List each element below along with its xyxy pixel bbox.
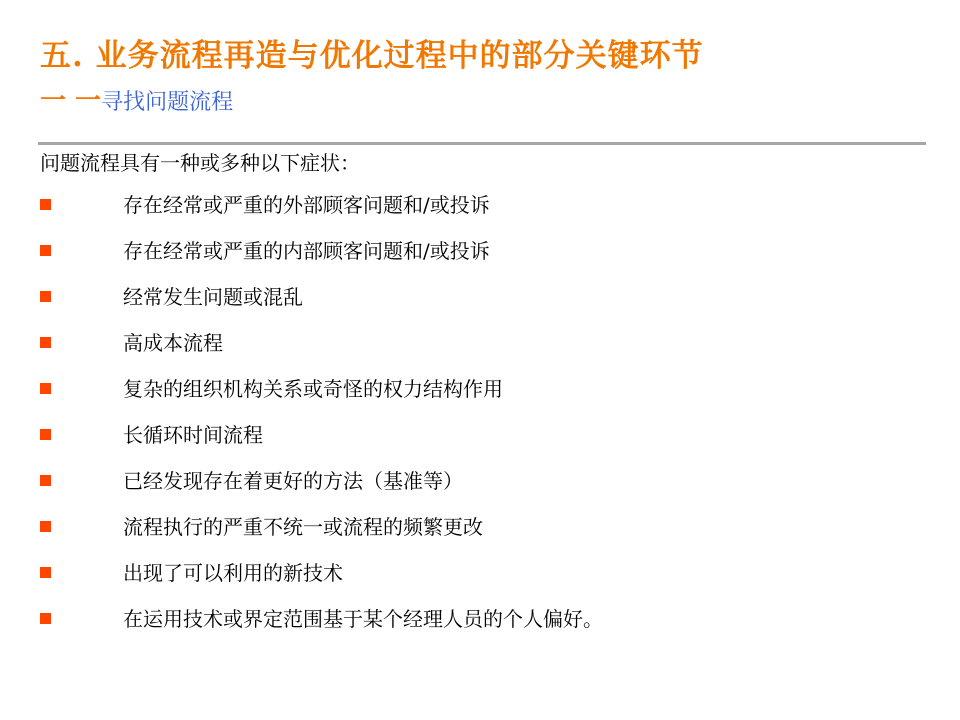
- square-bullet-icon: [40, 245, 51, 256]
- square-bullet-icon: [40, 475, 51, 486]
- square-bullet-icon: [40, 199, 51, 210]
- list-item-text: 高成本流程: [123, 331, 223, 355]
- square-bullet-icon: [40, 613, 51, 624]
- page-title: 五. 业务流程再造与优化过程中的部分关键环节: [40, 38, 704, 74]
- subtitle-dash: 一 一: [40, 86, 102, 116]
- list-item-text: 复杂的组织机构关系或奇怪的权力结构作用: [123, 377, 503, 401]
- square-bullet-icon: [40, 291, 51, 302]
- list-item-text: 存在经常或严重的内部顾客问题和/或投诉: [123, 239, 490, 263]
- list-item-text: 经常发生问题或混乱: [123, 285, 303, 309]
- square-bullet-icon: [40, 567, 51, 578]
- square-bullet-icon: [40, 383, 51, 394]
- list-item-text: 在运用技术或界定范围基于某个经理人员的个人偏好。: [123, 607, 603, 631]
- intro-text: 问题流程具有一种或多种以下症状：: [40, 151, 360, 175]
- square-bullet-icon: [40, 521, 51, 532]
- subtitle: [40, 86, 233, 117]
- list-item-text: 存在经常或严重的外部顾客问题和/或投诉: [123, 193, 490, 217]
- square-bullet-icon: [40, 429, 51, 440]
- square-bullet-icon: [40, 337, 51, 348]
- list-item-text: 已经发现存在着更好的方法（基准等）: [123, 469, 463, 493]
- list-item-text: 流程执行的严重不统一或流程的频繁更改: [123, 515, 483, 539]
- list-item-text: 长循环时间流程: [123, 423, 263, 447]
- subtitle-text: 寻找问题流程: [101, 90, 234, 115]
- list-item-text: 出现了可以利用的新技术: [123, 561, 343, 585]
- divider-rule: [38, 142, 926, 145]
